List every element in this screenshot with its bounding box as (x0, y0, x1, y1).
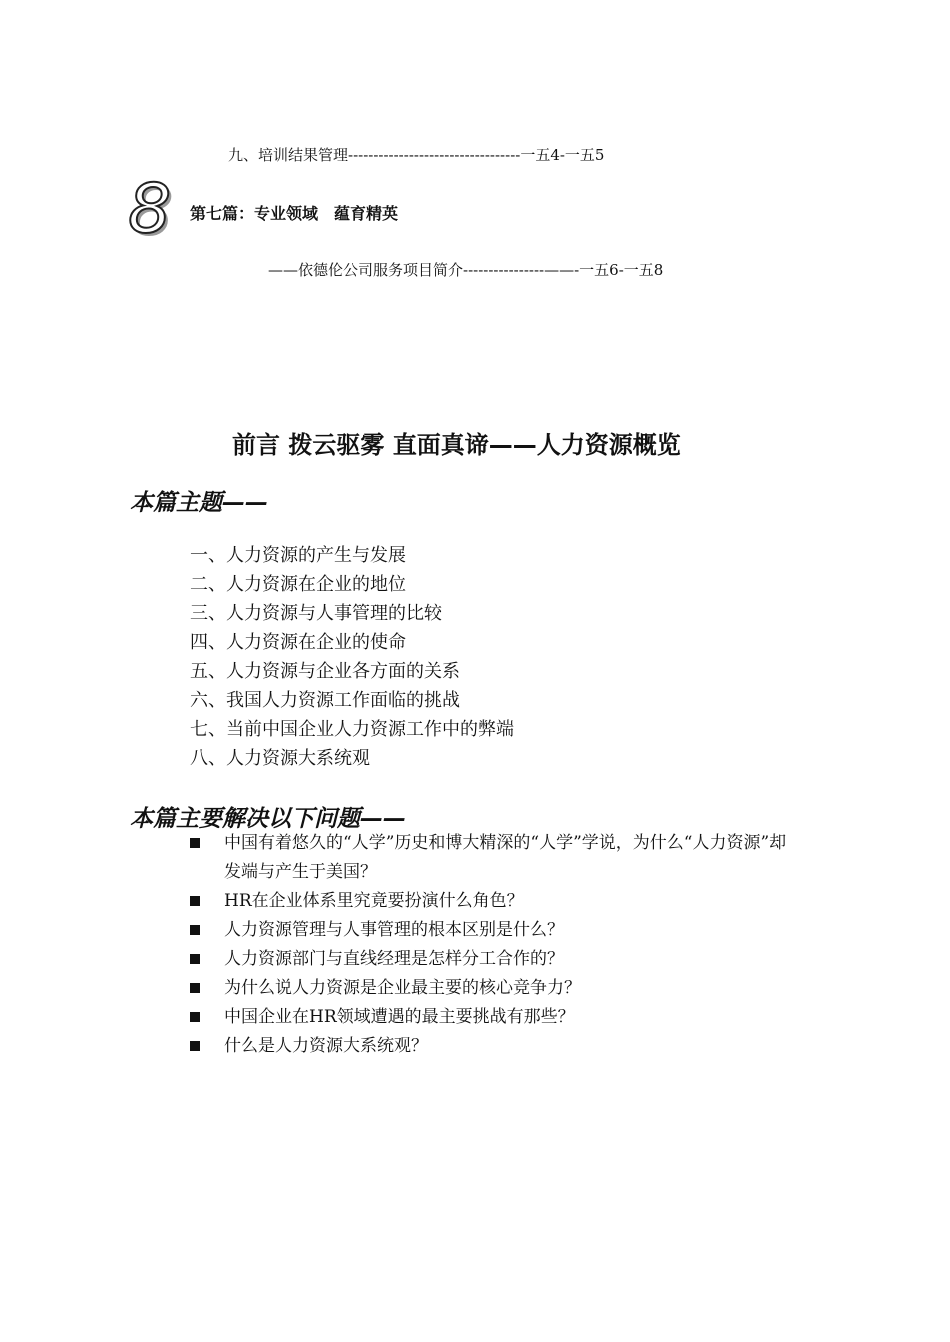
section-title: 第七篇：专业领域 蕴育精英 (190, 204, 399, 223)
questions-heading: 本篇主要解决以下问题—— (130, 806, 406, 832)
square-bullet-icon (190, 896, 200, 906)
list-item (190, 887, 790, 916)
toc-line-training-results: 九、培训结果管理----------------------------------一五4-一五5 (228, 146, 605, 164)
square-bullet-icon (190, 925, 200, 935)
list-item (190, 916, 790, 945)
toc-line-services: ——依德伦公司服务项目简介----------------——-一五6-一五8 (268, 261, 664, 279)
question-text: 人力资源部门与直线经理是怎样分工合作的？ (224, 949, 564, 969)
square-bullet-icon (190, 983, 200, 993)
topics-heading: 本篇主题—— (130, 490, 268, 516)
square-bullet-icon (190, 1041, 200, 1051)
question-text: 人力资源管理与人事管理的根本区别是什么？ (224, 920, 564, 940)
page-title: 前言 拨云驱雾 直面真谛——人力资源概览 (232, 431, 681, 459)
list-item: 三、人力资源与人事管理的比较 (190, 603, 442, 624)
list-item: 六、我国人力资源工作面临的挑战 (190, 690, 460, 711)
section-number-badge: 8 (128, 170, 172, 249)
question-text: HR在企业体系里究竟要扮演什么角色？ (224, 891, 524, 911)
question-text: 中国企业在HR领域遭遇的最主要挑战有那些？ (224, 1007, 575, 1027)
list-item: 四、人力资源在企业的使命 (190, 632, 406, 653)
question-text: 为什么说人力资源是企业最主要的核心竞争力？ (224, 978, 581, 998)
questions-list (190, 829, 790, 1061)
square-bullet-icon (190, 1012, 200, 1022)
list-item: 一、人力资源的产生与发展 (190, 545, 406, 566)
list-item: 二、人力资源在企业的地位 (190, 574, 406, 595)
topics-list (190, 541, 514, 773)
square-bullet-icon (190, 838, 200, 848)
list-item (190, 829, 790, 887)
list-item (190, 945, 790, 974)
list-item (190, 1003, 790, 1032)
list-item (190, 974, 790, 1003)
question-text: 什么是人力资源大系统观？ (224, 1036, 428, 1056)
list-item: 七、当前中国企业人力资源工作中的弊端 (190, 719, 514, 740)
list-item (190, 1032, 790, 1061)
list-item: 五、人力资源与企业各方面的关系 (190, 661, 460, 682)
question-text: 中国有着悠久的“人学”历史和博大精深的“人学”学说，为什么“人力资源”却发端与产生于美国？ (224, 833, 787, 882)
square-bullet-icon (190, 954, 200, 964)
list-item: 八、人力资源大系统观 (190, 748, 370, 769)
